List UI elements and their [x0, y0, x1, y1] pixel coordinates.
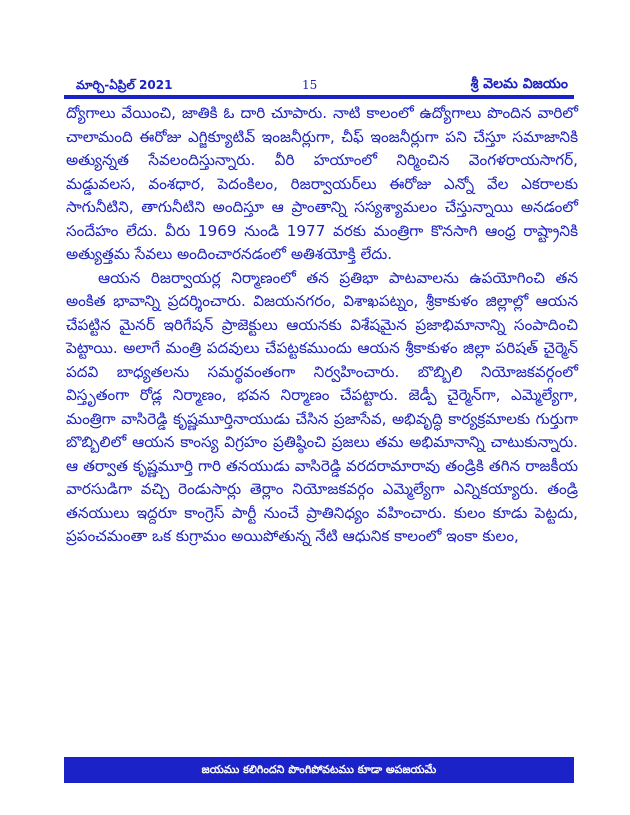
page-footer [64, 757, 574, 783]
article-body [66, 102, 578, 549]
header-rule [64, 95, 574, 99]
paragraph-continued: ద్యోగాలు వేయించి, జాతికి ఓ దారి చూపారు. నాటి కాలంలో ఉద్యోగాలు పొందిన వారిలో చాలామంది ఈరోజు ఎగ్జిక్యూటివ్ ఇంజనీర్లుగా, చీఫ్ ఇంజనీర్లుగా పని చేస్తూ సమాజానికి అత్యున్నత సేవలందిస్తున్నారు. వీరి హయాంలో నిర్మించిన వెంగళరాయసాగర్, మడ్డువలస, వంశధార, పెదంకిలం, రిజర్వాయర్‌లు ఈరోజు ఎన్నో వేల ఎకరాలకు సాగునీటిని, తాగునీటిని అందిస్తూ ఆ ప్రాంతాన్ని సస్యశ్యామలం చేస్తున్నాయి అనడంలో సందేహం లేదు. వీరు 1969 నుండి 1977 వరకు మంత్రిగా కొనసాగి ఆంధ్ర రాష్ట్రానికి అత్యుత్తమ సేవలు అందించారనడంలో అతిశయోక్తి లేదు. [66, 104, 578, 263]
page-header [64, 77, 574, 97]
magazine-title: శ్రీ వెలమ విజయం [470, 76, 568, 92]
page-number: 15 [302, 78, 318, 92]
issue-date: మార్చి-ఏప్రిల్ 2021 [76, 78, 173, 92]
paragraph: ఆయన రిజర్వాయర్ల నిర్మాణంలో తన ప్రతిభా పాటవాలను ఉపయోగించి తన అంకిత భావాన్ని ప్రదర్శించారు. విజయనగరం, విశాఖపట్నం, శ్రీకాకుళం జిల్లాల్లో ఆయన చేపట్టిన మైనర్ ఇరిగేషన్ ప్రాజెక్టులు ఆయనకు విశేషమైన ప్రజాభిమానాన్ని సంపాదించి పెట్టాయి. అలాగే మంత్రి పదవులు చేపట్టకముందు ఆయన శ్రీకాకుళం జిల్లా పరిషత్ చైర్మెన్ పదవి బాధ్యతలను సమర్థవంతంగా నిర్వహించారు. బొబ్బిలి నియోజకవర్గంలో విస్తృతంగా రోడ్ల నిర్మాణం, భవన నిర్మాణం చేపట్టారు. జెడ్పీ చైర్మెన్‌గా, ఎమ్మెల్యేగా, మంత్రిగా వాసిరెడ్డి కృష్ణమూర్తినాయుడు చేసిన ప్రజాసేవ, అభివృద్ధి కార్యక్రమాలకు గుర్తుగా బొబ్బిలిలో ఆయన కాంస్య విగ్రహం ప్రతిష్ఠించి ప్రజలు తమ అభిమానాన్ని చాటుకున్నారు. ఆ తర్వాత కృష్ణమూర్తి గారి తనయుడు వాసిరెడ్డి వరదరామారావు తండ్రికి తగిన రాజకీయ వారసుడిగా వచ్చి రెండుసార్లు తెర్లాం నియోజకవర్గం ఎమ్మెల్యేగా ఎన్నికయ్యారు. తండ్రి తనయులు ఇద్దరూ కాంగ్రెస్ పార్టీ నుంచే ప్రాతినిధ్యం వహించారు. కులం కూడు పెట్టదు, ప్రపంచమంతా ఒక కుగ్రామం అయిపోతున్న నేటి ఆధునిక కాలంలో ఇంకా కులం, [66, 268, 578, 545]
footer-motto: జయము కలిగిందని పొంగిపోవటము కూడా అపజయమే [201, 763, 437, 776]
